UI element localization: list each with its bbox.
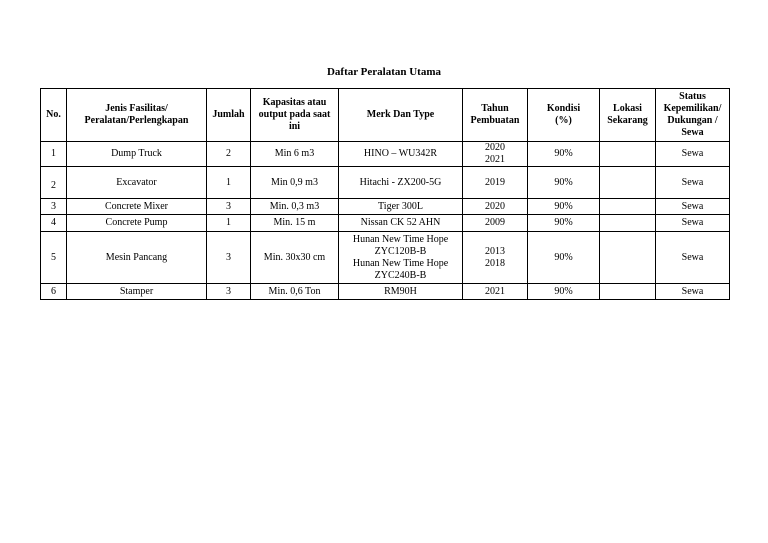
cell-status: Sewa: [656, 142, 730, 167]
table-row: [41, 232, 730, 284]
cell-status: Sewa: [656, 215, 730, 232]
cell-merk: Hunan New Time Hope ZYC120B-B Hunan New Time Hope ZYC240B-B: [339, 232, 463, 284]
equipment-table: [40, 88, 730, 300]
table-row: [41, 142, 730, 167]
cell-status: Sewa: [656, 284, 730, 300]
header-lokasi: Lokasi Sekarang: [600, 89, 656, 142]
cell-jenis: Dump Truck: [67, 142, 207, 167]
cell-kapasitas: Min. 0,3 m3: [251, 199, 339, 215]
cell-tahun: 2020 2021: [463, 142, 528, 167]
cell-kapasitas: Min. 0,6 Ton: [251, 284, 339, 300]
table-row: [41, 167, 730, 199]
cell-status: Sewa: [656, 232, 730, 284]
cell-no: 4: [41, 215, 67, 232]
table-row: [41, 199, 730, 215]
header-status: Status Kepemilikan/ Dukungan / Sewa: [656, 89, 730, 142]
cell-jumlah: 3: [207, 284, 251, 300]
cell-merk: Nissan CK 52 AHN: [339, 215, 463, 232]
cell-lokasi: [600, 142, 656, 167]
cell-kondisi: 90%: [528, 215, 600, 232]
cell-lokasi: [600, 199, 656, 215]
header-tahun: Tahun Pembuatan: [463, 89, 528, 142]
cell-jumlah: 2: [207, 142, 251, 167]
cell-jenis: Mesin Pancang: [67, 232, 207, 284]
cell-kondisi: 90%: [528, 142, 600, 167]
cell-lokasi: [600, 232, 656, 284]
cell-no: 3: [41, 199, 67, 215]
cell-jumlah: 3: [207, 232, 251, 284]
cell-kondisi: 90%: [528, 284, 600, 300]
cell-lokasi: [600, 215, 656, 232]
cell-no: 5: [41, 232, 67, 284]
cell-merk: Tiger 300L: [339, 199, 463, 215]
cell-kapasitas: Min. 15 m: [251, 215, 339, 232]
cell-jumlah: 1: [207, 215, 251, 232]
cell-tahun: 2019: [463, 167, 528, 199]
cell-jenis: Concrete Pump: [67, 215, 207, 232]
cell-kapasitas: Min 0,9 m3: [251, 167, 339, 199]
cell-no: 2: [41, 167, 67, 199]
cell-tahun: 2021: [463, 284, 528, 300]
cell-merk: Hitachi - ZX200-5G: [339, 167, 463, 199]
table-row: [41, 284, 730, 300]
cell-jenis: Stamper: [67, 284, 207, 300]
cell-kapasitas: Min. 30x30 cm: [251, 232, 339, 284]
page-title: Daftar Peralatan Utama: [326, 66, 442, 78]
cell-no: 6: [41, 284, 67, 300]
cell-lokasi: [600, 167, 656, 199]
cell-status: Sewa: [656, 199, 730, 215]
header-kondisi: Kondisi (%): [528, 89, 600, 142]
cell-kondisi: 90%: [528, 232, 600, 284]
header-jenis: Jenis Fasilitas/ Peralatan/Perlengkapan: [67, 89, 207, 142]
cell-jenis: Concrete Mixer: [67, 199, 207, 215]
header-jumlah: Jumlah: [207, 89, 251, 142]
cell-tahun: 2009: [463, 215, 528, 232]
cell-tahun: 2020: [463, 199, 528, 215]
header-no: No.: [41, 89, 67, 142]
cell-lokasi: [600, 284, 656, 300]
cell-tahun: 2013 2018: [463, 232, 528, 284]
cell-jumlah: 3: [207, 199, 251, 215]
cell-no: 1: [41, 142, 67, 167]
cell-merk: HINO – WU342R: [339, 142, 463, 167]
cell-jumlah: 1: [207, 167, 251, 199]
table-header-row: [41, 89, 730, 142]
cell-kondisi: 90%: [528, 167, 600, 199]
cell-jenis: Excavator: [67, 167, 207, 199]
header-kapasitas: Kapasitas atau output pada saat ini: [251, 89, 339, 142]
cell-kondisi: 90%: [528, 199, 600, 215]
cell-status: Sewa: [656, 167, 730, 199]
cell-kapasitas: Min 6 m3: [251, 142, 339, 167]
cell-merk: RM90H: [339, 284, 463, 300]
table-row: [41, 215, 730, 232]
header-merk: Merk Dan Type: [339, 89, 463, 142]
